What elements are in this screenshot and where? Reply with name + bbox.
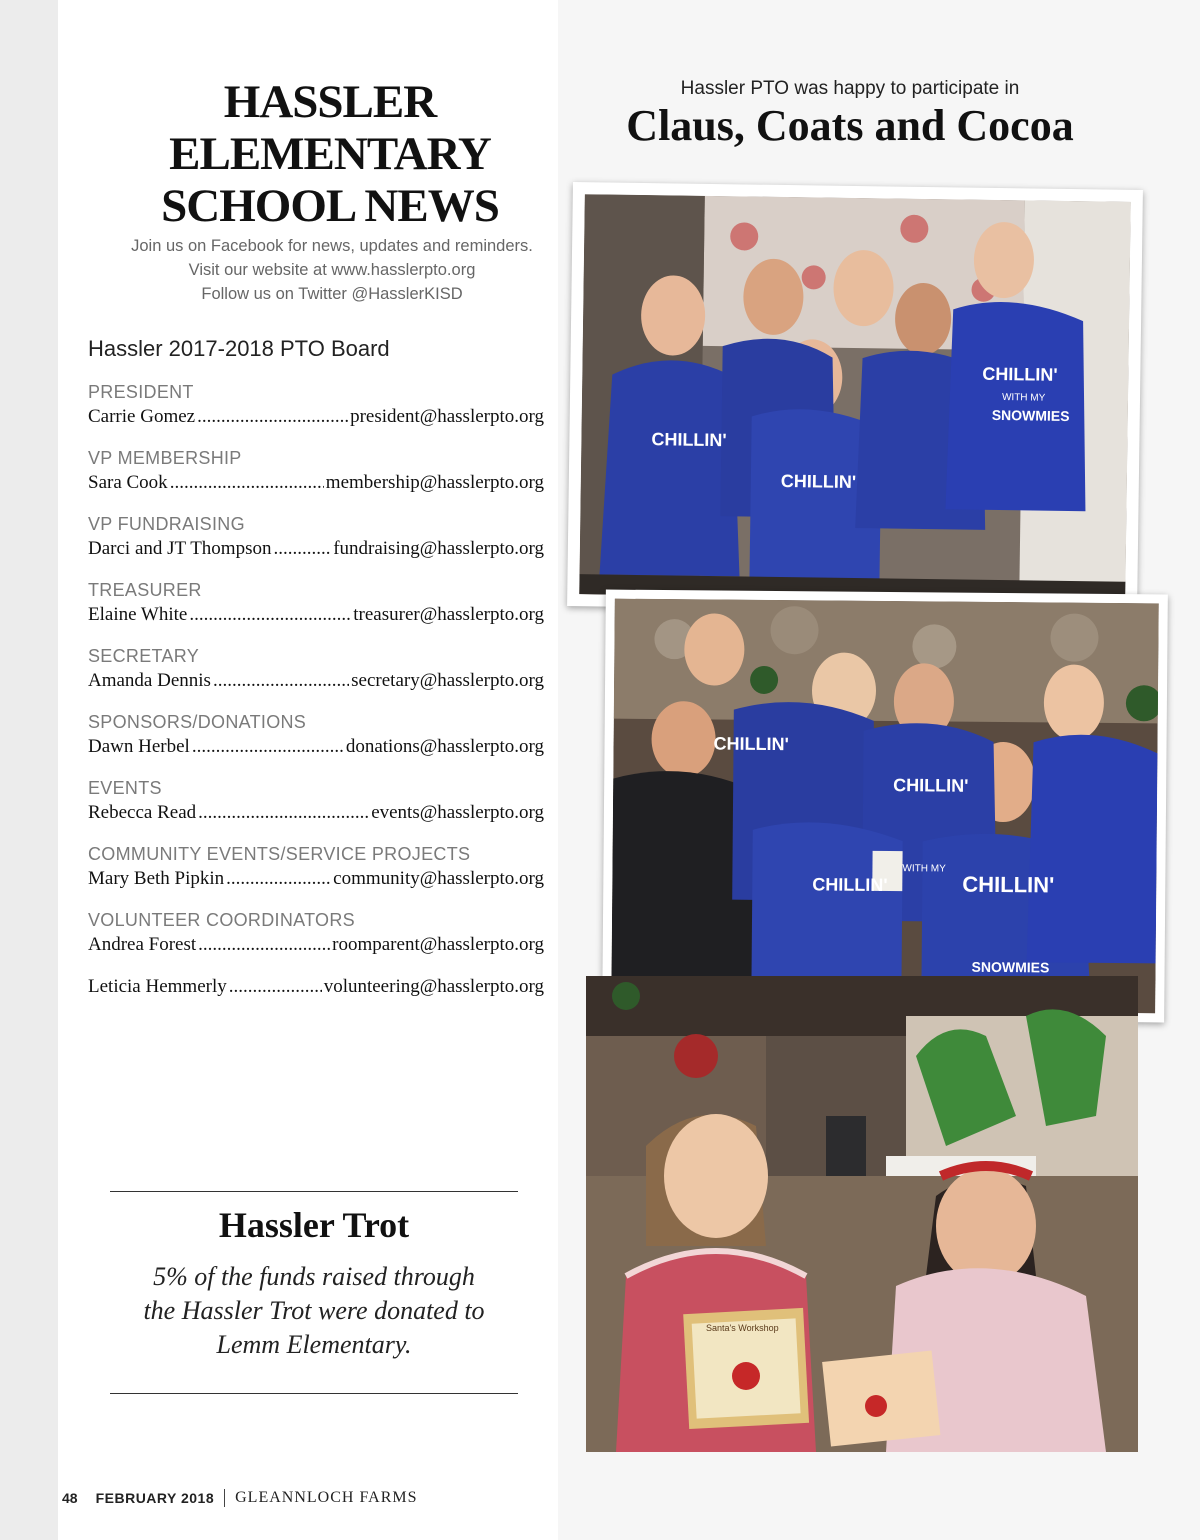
board-contact-line [88, 800, 544, 826]
trot-line-1: 5% of the funds raised through [153, 1262, 475, 1291]
website-line: Visit our website at www.hasslerpto.org [188, 261, 476, 279]
sweater-text-3: CHILLIN' [780, 470, 857, 493]
photo-group-2 [602, 590, 1168, 1023]
board-member-name: Rebecca Read [88, 802, 197, 823]
board-member-name: Darci and JT Thompson [88, 538, 272, 559]
sweater-text-4: CHILLIN' [962, 871, 1055, 898]
board-contact-line [88, 974, 544, 1000]
leader-dots [213, 668, 349, 694]
sweater-text-2: CHILLIN' [982, 363, 1058, 385]
board-email: treasurer@hasslerpto.org [353, 604, 544, 625]
board-email: roomparent@hasslerpto.org [332, 934, 544, 955]
feature-headline: Claus, Coats and Cocoa [626, 101, 1074, 150]
leader-dots [189, 602, 351, 628]
page-footer [62, 1488, 418, 1508]
page-title [80, 76, 580, 232]
board-member-name: Carrie Gomez [88, 406, 196, 427]
photo-group-3 [586, 976, 1138, 1452]
leader-dots [198, 932, 330, 958]
sweater-bottom-text: SNOWMIES [991, 406, 1070, 424]
board-contact-line [88, 932, 544, 958]
board-role: PRESIDENT [88, 382, 194, 402]
leader-dots [229, 974, 322, 1000]
board-entry-vp-membership [88, 446, 544, 512]
board-entry-president [88, 380, 544, 446]
leader-dots [197, 404, 348, 430]
footer-divider [224, 1489, 225, 1507]
trot-line-2: the Hassler Trot were donated to [143, 1296, 485, 1325]
board-email: secretary@hasslerpto.org [351, 670, 544, 691]
board-entry-vp-fundraising [88, 512, 544, 578]
board-contact-line [88, 866, 544, 892]
board-email: fundraising@hasslerpto.org [333, 538, 544, 559]
board-role: VP MEMBERSHIP [88, 448, 242, 468]
board-member-name: Andrea Forest [88, 934, 197, 955]
divider-top [110, 1191, 518, 1192]
board-entry-secretary [88, 644, 544, 710]
board-contact-line [88, 536, 544, 562]
board-contact-line [88, 602, 544, 628]
board-member-name: Leticia Hemmerly [88, 976, 227, 997]
board-contact-line [88, 668, 544, 694]
title-line-3: SCHOOL NEWS [161, 180, 499, 232]
board-entry-community [88, 842, 544, 908]
sweater-text: CHILLIN' [651, 429, 727, 451]
sweater-text-2: CHILLIN' [893, 775, 969, 796]
facebook-line: Join us on Facebook for news, updates and reminders. [131, 237, 533, 255]
board-heading: Hassler 2017-2018 PTO Board [88, 336, 390, 361]
leader-dots [273, 536, 331, 562]
page-number: 48 [62, 1490, 78, 1506]
photo-image [579, 194, 1131, 602]
leader-dots [198, 800, 369, 826]
photo-group-1 [567, 182, 1143, 614]
board-email: community@hasslerpto.org [333, 868, 544, 889]
trot-text [110, 1260, 518, 1362]
feature-kicker: Hassler PTO was happy to participate in [680, 78, 1020, 99]
board-member-name: Dawn Herbel [88, 736, 190, 757]
board-member-name: Mary Beth Pipkin [88, 868, 225, 889]
board-entry-sponsors [88, 710, 544, 776]
leader-dots [170, 470, 324, 496]
trot-heading: Hassler Trot [218, 1205, 410, 1245]
board-email: membership@hasslerpto.org [325, 472, 544, 493]
sweater-sub-text: WITH MY [902, 863, 946, 875]
divider-bottom [110, 1393, 518, 1394]
board-contact-line [88, 470, 544, 496]
board-entry-treasurer [88, 578, 544, 644]
board-member-name: Sara Cook [88, 472, 168, 493]
twitter-line: Follow us on Twitter @HasslerKISD [201, 285, 463, 303]
board-role: EVENTS [88, 778, 162, 798]
board-entry-events [88, 776, 544, 842]
sweater-text-3: CHILLIN' [812, 874, 888, 896]
sweater-sub-text: WITH MY [1001, 392, 1046, 404]
leader-dots [192, 734, 344, 760]
board-role: VP FUNDRAISING [88, 514, 245, 534]
sweater-text: CHILLIN' [713, 733, 789, 755]
board-role: VOLUNTEER COORDINATORS [88, 910, 355, 930]
title-line-1: HASSLER [223, 76, 437, 128]
board-entry-volunteer [88, 908, 544, 974]
board-entry-volunteer-2 [88, 974, 544, 1014]
board-role: SECRETARY [88, 646, 200, 666]
board-role: COMMUNITY EVENTS/SERVICE PROJECTS [88, 844, 471, 864]
card-text: Santa's Workshop [706, 1323, 779, 1333]
board-email: donations@hasslerpto.org [345, 736, 544, 757]
board-list [88, 380, 544, 1014]
board-role: TREASURER [88, 580, 202, 600]
leader-dots [226, 866, 331, 892]
photo-image [611, 599, 1159, 1014]
issue-date: FEBRUARY 2018 [95, 1490, 215, 1506]
sweater-bottom-text: SNOWMIES [971, 958, 1050, 976]
board-contact-line [88, 734, 544, 760]
board-role: SPONSORS/DONATIONS [88, 712, 307, 732]
board-contact-line [88, 404, 544, 430]
contact-info [90, 234, 574, 306]
magazine-name: GLEANNLOCH FARMS [235, 1489, 418, 1506]
trot-line-3: Lemm Elementary. [216, 1330, 412, 1359]
title-line-2: ELEMENTARY [169, 128, 491, 180]
board-email: events@hasslerpto.org [371, 802, 544, 823]
photo-image [586, 976, 1138, 1452]
board-member-name: Amanda Dennis [88, 670, 211, 691]
board-member-name: Elaine White [88, 604, 188, 625]
board-email: volunteering@hasslerpto.org [323, 976, 544, 997]
board-email: president@hasslerpto.org [350, 406, 544, 427]
